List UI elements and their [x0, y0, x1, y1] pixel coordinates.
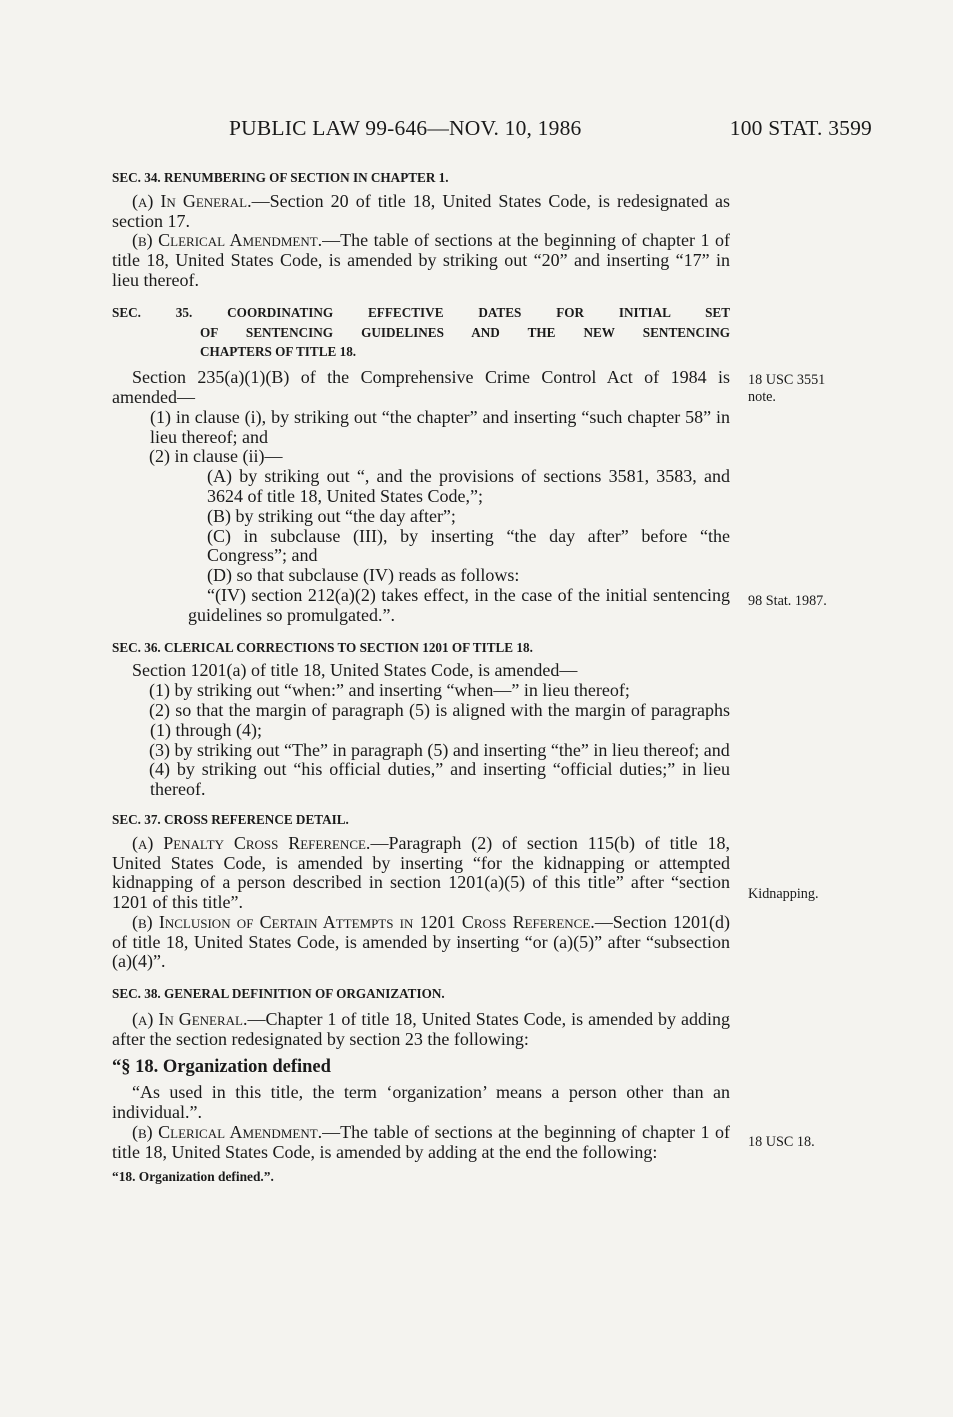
sec34-b — [112, 231, 730, 290]
sec34-b-text: —The table of sections at the beginning of chapter 1 of title 18, United States Code, is amended by striking out “20” and inserting “17” in lieu thereof. — [112, 230, 730, 290]
section-18-text: “As used in this title, the term ‘organization’ means a person other than an individual.”. — [112, 1082, 730, 1123]
sec35-clause-1-text: (1) in clause (i), by striking out “the chapter” and inserting “such chapter 58” in lieu thereof; and — [150, 406, 730, 447]
margin-note-98stat: 98 Stat. 1987. — [748, 593, 827, 609]
sec35-intro: Section 235(a)(1)(B) of the Comprehensive Crime Control Act of 1984 is amended— — [112, 367, 730, 407]
sec35-clause-2: (2) in clause (ii)— — [149, 446, 283, 467]
sec35-heading-line1: SEC. 35. COORDINATING EFFECTIVE DATES FOR INITIAL SET — [112, 304, 730, 320]
sec36-heading: SEC. 36. CLERICAL CORRECTIONS TO SECTION 1201 OF TITLE 18. — [112, 639, 533, 655]
section-18-heading: “§ 18. Organization defined — [112, 1056, 331, 1077]
sec38-heading: SEC. 38. GENERAL DEFINITION OF ORGANIZATION. — [112, 986, 445, 1002]
sec34-heading: SEC. 34. RENUMBERING OF SECTION IN CHAPTER 1. — [112, 170, 449, 185]
sec37-heading: SEC. 37. CROSS REFERENCE DETAIL. — [112, 811, 349, 827]
sec35-clause-1 — [112, 408, 730, 448]
sec35-clause-D: (D) so that subclause (IV) reads as follows: — [207, 565, 520, 586]
law-citation: PUBLIC LAW 99-646—NOV. 10, 1986 — [229, 116, 582, 140]
sec37-a — [112, 834, 730, 913]
stat-citation: 100 STAT. 3599 — [729, 116, 872, 140]
sec36-clause-3: (3) by striking out “The” in paragraph (5) and inserting “the” in lieu thereof; and — [149, 739, 730, 760]
sec35-subclause-IV: “(IV) section 212(a)(2) takes effect, in the case of the initial sentencing guidelines so promulgated.”. — [188, 584, 730, 625]
margin-note-18usc18: 18 USC 18. — [748, 1134, 815, 1150]
sec38-a — [112, 1010, 730, 1050]
sec35-heading-line3: CHAPTERS OF TITLE 18. — [200, 344, 357, 360]
sec36-intro: Section 1201(a) of title 18, United States Code, is amended— — [132, 660, 578, 681]
sec35-clause-C: (C) in subclause (III), by inserting “the day after” before “the Congress”; and — [207, 525, 730, 566]
margin-note-18usc3551 — [748, 372, 825, 406]
sec34-a-text: —Section 20 of title 18, United States Code, is redesignated as section 17. — [112, 190, 730, 231]
margin-note-kidnapping: Kidnapping. — [748, 886, 819, 902]
page-header — [112, 116, 872, 146]
sec36-clause-2: (2) so that the margin of paragraph (5) is aligned with the margin of paragraphs (1) through (4); — [149, 699, 730, 740]
sec38-a-text: —Chapter 1 of title 18, United States Code, is amended by adding after the section redesignated by section 23 the following: — [112, 1009, 730, 1049]
sec34-b-label: (b) Clerical Amendment. — [132, 230, 323, 251]
sec35-clause-A: (A) by striking out “, and the provisions of sections 3581, 3583, and 3624 of title 18, United States Code,”; — [207, 466, 730, 506]
sec37-a-text: —Paragraph (2) of section 115(b) of title 18, United States Code, is amended by inserting “for the kidnapping or attempted kidnapping of a person described in section 1201(a)(5) of this title” after “section 1201 of this title”. — [112, 832, 730, 913]
sec37-b — [112, 913, 730, 972]
sec37-a-label: (a) Penalty Cross Reference. — [132, 832, 371, 853]
sec38-b-text: —The table of sections at the beginning of chapter 1 of title 18, United States Code, is amended by adding at the end the following: — [112, 1122, 730, 1162]
sec36-clause-4: (4) by striking out “his official duties,” and inserting “official duties;” in lieu thereof. — [149, 759, 730, 800]
sec37-b-text: —Section 1201(d) of title 18, United States Code, is amended by inserting “or (a)(5)” after “subsection (a)(4)”. — [112, 911, 730, 972]
sec35-clause-B: (B) by striking out “the day after”; — [207, 505, 456, 526]
sec38-b-label: (b) Clerical Amendment. — [132, 1122, 323, 1143]
sec38-a-label: (a) In General. — [132, 1009, 248, 1030]
sec36-clause-1: (1) by striking out “when:” and inserting “when—” in lieu thereof; — [149, 680, 630, 701]
margin-note-18usc3551-line1: 18 USC 3551 — [748, 372, 826, 388]
sec34-a — [112, 192, 730, 232]
table-entry: “18. Organization defined.”. — [112, 1168, 274, 1184]
sec38-b — [112, 1123, 730, 1163]
document-body — [112, 168, 730, 1186]
margin-note-18usc3551-line2: note. — [748, 389, 776, 405]
sec37-b-label: (b) Inclusion of Certain Attempts in 1201 Cross Reference. — [132, 911, 595, 932]
sec34-a-label: (a) In General. — [132, 190, 252, 211]
sec35-heading-line2: OF SENTENCING GUIDELINES AND THE NEW SENTENCING — [200, 324, 730, 340]
